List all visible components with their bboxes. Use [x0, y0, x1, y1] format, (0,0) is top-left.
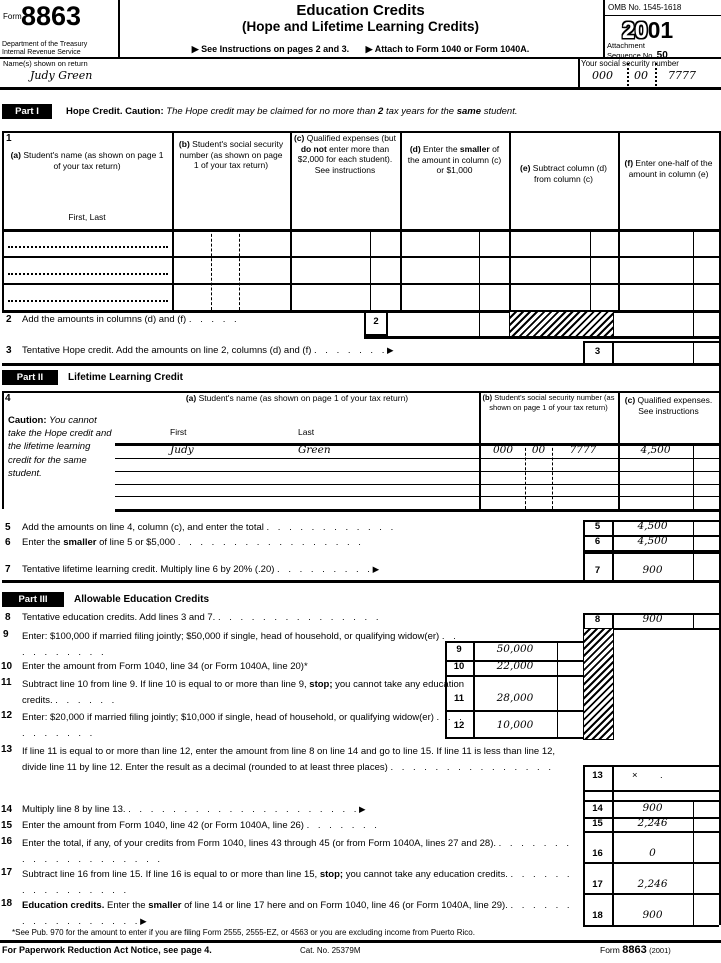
- row-expenses[interactable]: 4,500: [640, 444, 671, 456]
- dot-leader: . . . . . . . . .: [277, 564, 370, 575]
- line12-box-number: 12: [453, 720, 465, 731]
- line5-number: 5: [5, 522, 11, 533]
- student-name-field[interactable]: [8, 233, 168, 248]
- cents-divider: [693, 341, 694, 363]
- p2-col-c-tag: (c): [624, 395, 636, 405]
- line12-amount-field[interactable]: 10,000: [496, 719, 534, 731]
- line14-box-number: 14: [592, 803, 603, 814]
- grid-line: [583, 893, 719, 895]
- line6-text-bold: smaller: [63, 537, 97, 548]
- grid-line: [2, 131, 4, 310]
- col-e-tag: (e): [520, 163, 531, 173]
- grid-line: [115, 458, 719, 459]
- dot-leader: . . . . . . . . . . . . . . . . . . . . .: [128, 804, 357, 815]
- part1-caution-tax-years: tax years for the: [385, 106, 455, 117]
- col-c-head-bold: do not: [300, 143, 327, 154]
- p2-col-b-head: Student's social security number (as shown on page 1 of your tax return): [489, 393, 615, 412]
- catalog-number: Cat. No. 25379M: [300, 946, 361, 955]
- grid-line: [115, 471, 719, 472]
- line8-text: Tentative education credits. Add lines 3 and 7.: [22, 612, 216, 623]
- grid-line: [583, 341, 719, 343]
- line16-number: 16: [1, 836, 13, 847]
- row-ssn-2[interactable]: 00: [531, 444, 546, 456]
- line6-amount-field[interactable]: 4,500: [637, 535, 668, 547]
- student-name-field[interactable]: [8, 287, 168, 302]
- col-c-head-2: enter more than $2,000 for each student). See instructions: [297, 143, 393, 175]
- cents-divider: [693, 800, 694, 925]
- cents-divider: [479, 310, 480, 336]
- grid-line: [2, 283, 719, 285]
- part1-caution-student: student.: [483, 106, 518, 117]
- tax-year-outline: 20: [622, 17, 648, 43]
- line7-text: Tentative lifetime learning credit. Multiply line 6 by 20% (.20): [22, 564, 275, 575]
- line9-text: Enter: $100,000 if married filing jointly; $50,000 if single, head of household, or qualifying widow(er): [22, 631, 440, 642]
- dot-leader: . . . . . . . . . . . . . . . . .: [177, 537, 361, 548]
- part1-caution-same: same: [456, 106, 482, 117]
- line10-amount-field[interactable]: 22,000: [496, 660, 534, 672]
- line18-number: 18: [1, 898, 13, 909]
- cents-divider: [557, 641, 558, 737]
- line5-text: Add the amounts on line 4, column (c), and enter the total: [22, 522, 264, 533]
- line2-text: Add the amounts in columns (d) and (f): [22, 314, 187, 325]
- row-last-name[interactable]: Green: [298, 444, 331, 456]
- line2-number: 2: [6, 314, 12, 325]
- see-instructions-note: ▶ See Instructions on pages 2 and 3.: [191, 44, 350, 54]
- arrow-icon: ▶: [359, 804, 366, 814]
- grid-line: [0, 940, 721, 943]
- part1-heading: Hope Credit. Caution:: [66, 106, 164, 117]
- col-e-head: Subtract column (d) from column (c): [532, 163, 607, 184]
- dot-leader: . . . . . . . . . .: [22, 712, 462, 739]
- line6-number: 6: [5, 537, 11, 548]
- grid-line: [583, 765, 585, 925]
- line1-number: 1: [6, 133, 12, 144]
- ssn-dashed-divider: [211, 229, 212, 310]
- line16-amount-field[interactable]: 0: [649, 847, 656, 859]
- part2-heading: Lifetime Learning Credit: [68, 372, 184, 383]
- form-label: Form: [3, 12, 22, 21]
- line11-text-bold: stop;: [309, 679, 333, 690]
- row-first-name[interactable]: Judy: [170, 444, 194, 456]
- line9-amount-field[interactable]: 50,000: [496, 643, 534, 655]
- line8-number: 8: [5, 612, 11, 623]
- line11-number: 11: [1, 677, 12, 688]
- line16-text: Enter the total, if any, of your credits from Form 1040, lines 43 through 45 (or from Form 1040A, lines 27 and 28).: [22, 838, 496, 849]
- row-ssn-3[interactable]: 7777: [569, 444, 597, 456]
- line9-box-number: 9: [456, 644, 462, 655]
- part1-caution: The Hope credit may be claimed for no more than: [166, 106, 376, 117]
- line4-number: 4: [5, 393, 11, 404]
- col-d-head-bold: smaller: [459, 144, 490, 154]
- line7-amount-field[interactable]: 900: [642, 564, 663, 576]
- cents-divider: [693, 443, 694, 509]
- part2-badge: Part II: [2, 370, 58, 385]
- line14-amount-field[interactable]: 900: [642, 802, 663, 814]
- attach-note: ▶ Attach to Form 1040 or Form 1040A.: [365, 44, 530, 54]
- line18-text-bold1: Education credits.: [22, 900, 105, 911]
- grid-line: [115, 509, 719, 512]
- shaded-strip: [583, 628, 614, 740]
- line5-box-number: 5: [594, 521, 601, 532]
- part3-heading: Allowable Education Credits: [74, 594, 210, 605]
- line12-number: 12: [1, 710, 13, 721]
- line18-text: Enter the: [107, 900, 146, 911]
- dept-line2: Internal Revenue Service: [2, 49, 81, 56]
- line15-text: Enter the amount from Form 1040, line 42 (or Form 1040A, line 26): [22, 820, 304, 831]
- part2-caution-text: You cannot take the Hope credit and the lifetime learning credit for the same student.: [8, 415, 112, 479]
- line17-number: 17: [1, 867, 13, 878]
- col-f-tag: (f): [624, 158, 634, 168]
- footnote: *See Pub. 970 for the amount to enter if you are filing Form 2555, 2555-EZ, or 4563 or you are excluding income from Puerto Rico.: [12, 928, 475, 937]
- sequence-label: Sequence No.: [607, 51, 655, 60]
- name-label: Name(s) shown on return: [3, 59, 88, 68]
- p2-col-c-head: Qualified expenses. See instructions: [637, 395, 713, 416]
- line18-text-bold2: smaller: [148, 900, 182, 911]
- grid-line: [290, 131, 292, 310]
- cents-divider: [590, 229, 591, 310]
- grid-line: [583, 552, 719, 554]
- dot-leader: . . . . .: [188, 314, 237, 325]
- arrow-icon: ▶: [372, 564, 380, 574]
- line6-box-number: 6: [594, 536, 601, 547]
- line9-number: 9: [3, 629, 9, 640]
- col-c-tag: (c): [293, 133, 305, 143]
- cents-divider: [479, 229, 480, 310]
- line15-box-number: 15: [592, 818, 603, 829]
- grid-line: [2, 363, 719, 366]
- dot-leader: . . . . . . . . . . . .: [266, 522, 394, 533]
- grid-line: [509, 131, 511, 310]
- line10-text: Enter the amount from Form 1040, line 34 (or Form 1040A, line 20)*: [22, 661, 308, 672]
- grid-line: [583, 862, 719, 864]
- line17-text-2: you cannot take any education credits.: [345, 869, 508, 880]
- col-b-tag: (b): [178, 139, 190, 149]
- line15-amount-field[interactable]: 2,246: [637, 817, 668, 829]
- form-subtitle: (Hope and Lifetime Learning Credits): [241, 19, 480, 34]
- col-c-head: Qualified expenses (but: [306, 133, 397, 143]
- grid-line: [479, 391, 481, 509]
- grid-line: [583, 831, 719, 833]
- p2-col-a-head: Student's name (as shown on page 1 of your tax return): [198, 393, 409, 403]
- ssn-field-3[interactable]: 7777: [668, 69, 696, 82]
- arrow-icon: ▶: [386, 345, 394, 355]
- line13-number: 13: [1, 744, 13, 755]
- col-b-head: Student's social security number (as shown on page 1 of your tax return): [179, 139, 284, 171]
- cents-divider: [693, 520, 694, 580]
- grid-line: [603, 0, 605, 58]
- sequence-number: 50: [656, 50, 668, 61]
- grid-line: [0, 87, 721, 90]
- line11-amount-field[interactable]: 28,000: [496, 692, 534, 704]
- name-field[interactable]: Judy Green: [30, 69, 93, 82]
- line18-text-2: of line 14 or line 17 here and on Form 1040, line 46 (or Form 1040A, line 29).: [184, 900, 508, 911]
- col-a-tag: (a): [10, 150, 21, 160]
- cents-divider: [693, 613, 694, 628]
- first-label: First: [170, 427, 187, 437]
- line6-text: Enter the: [22, 537, 61, 548]
- line18-amount-field[interactable]: 900: [642, 909, 663, 921]
- line14-text: Multiply line 8 by line 13.: [22, 804, 126, 815]
- tax-year-solid: 01: [647, 17, 674, 43]
- line18-box-number: 18: [592, 910, 603, 921]
- grid-line: [115, 496, 719, 497]
- line3-text: Tentative Hope credit. Add the amounts on line 2, columns (d) and (f): [22, 345, 312, 356]
- line8-amount-field[interactable]: 900: [642, 613, 663, 625]
- grid-line: [2, 580, 721, 583]
- ssn-divider: [627, 63, 629, 86]
- ssn-field-2[interactable]: 00: [634, 69, 648, 82]
- grid-line: [2, 256, 719, 258]
- line7-number: 7: [5, 564, 11, 575]
- line7-box-number: 7: [594, 565, 601, 576]
- row-ssn-1[interactable]: 000: [492, 444, 514, 456]
- part2-caution-label: Caution:: [8, 415, 47, 426]
- dept-line1: Department of the Treasury: [2, 41, 88, 48]
- line10-box-number: 10: [453, 661, 465, 672]
- form-title: Education Credits: [296, 2, 425, 19]
- part3-badge: Part III: [2, 592, 64, 607]
- grid-line: [719, 131, 721, 925]
- grid-line: [115, 484, 719, 485]
- line12-text: Enter: $20,000 if married filing jointly; $10,000 if single, head of household, or qualifying widow(er): [22, 712, 434, 723]
- ssn-field-1[interactable]: 000: [592, 69, 613, 82]
- paperwork-notice: For Paperwork Reduction Act Notice, see page 4.: [2, 945, 212, 955]
- attachment-label: Attachment: [607, 41, 645, 50]
- ssn-label: Your social security number: [581, 59, 679, 68]
- last-label: Last: [298, 427, 315, 437]
- line17-box-number: 17: [592, 879, 603, 890]
- line17-text: Subtract line 16 from line 15. If line 16 is equal to or more than line 15,: [22, 869, 318, 880]
- form-number: 8863: [21, 1, 82, 31]
- p2-col-a-tag: (a): [185, 393, 197, 403]
- dot-leader: . . . . . . . . . . . . . . . . .: [22, 900, 570, 927]
- line2-box-number: 2: [373, 316, 379, 327]
- line17-amount-field[interactable]: 2,246: [637, 878, 668, 890]
- student-name-field[interactable]: [8, 260, 168, 275]
- line11-text-2: you cannot take any education credits.: [22, 679, 465, 706]
- grid-line: [583, 925, 719, 927]
- grid-line: [2, 391, 4, 509]
- line11-text: Subtract line 10 from line 9. If line 10 is equal to or more than line 9,: [22, 679, 307, 690]
- col-d-head-2: of the amount in column (c) or $1,000: [407, 144, 502, 176]
- dot-leader: . . . . . . . . . .: [22, 631, 456, 658]
- col-d-tag: (d): [409, 144, 421, 154]
- cents-divider: [370, 229, 371, 310]
- footer-form-year: (2001): [649, 946, 671, 955]
- line8-box-number: 8: [594, 614, 601, 625]
- grid-line: [400, 131, 402, 310]
- line17-text-bold: stop;: [319, 869, 344, 880]
- line13-decimal-point: .: [660, 770, 663, 781]
- grid-line: [583, 790, 719, 792]
- cents-divider: [693, 229, 694, 310]
- grid-line: [578, 57, 580, 88]
- ssn-dashed-divider: [239, 229, 240, 310]
- grid-line: [2, 229, 719, 232]
- col-d-head: Enter the: [423, 144, 458, 154]
- line3-number: 3: [6, 345, 12, 356]
- arrow-icon: ▶: [140, 915, 147, 926]
- part1-caution-2: 2: [378, 106, 384, 117]
- line11-box-number: 11: [453, 693, 465, 704]
- line13-box-number: 13: [592, 770, 603, 781]
- footer-form-label: Form: [600, 945, 620, 955]
- shaded-cell: [509, 311, 614, 337]
- part1-badge: Part I: [2, 104, 52, 119]
- dot-leader: . . . . . . . . . . . . . . .: [217, 612, 379, 623]
- col-a-head: Student's name (as shown on page 1 of your tax return): [23, 150, 164, 171]
- grid-line: [612, 341, 614, 363]
- ssn-divider: [655, 63, 657, 86]
- p2-col-b-tag: (b): [482, 393, 493, 402]
- line13-text: If line 11 is equal to or more than line 12, enter the amount from line 8 on line 14 and go to line 15. If line 11 is less than line 12, divide line 11 by line 12. Enter the result as a decimal (rounded to at least three places): [22, 746, 556, 773]
- line10-number: 10: [1, 661, 13, 672]
- cents-divider: [693, 310, 694, 336]
- line3-box-number: 3: [594, 346, 601, 357]
- line15-number: 15: [1, 820, 13, 831]
- omb-number: OMB No. 1545-1618: [608, 3, 682, 12]
- dot-leader: . . . . . . .: [306, 820, 377, 831]
- grid-line: [612, 765, 614, 925]
- col-a-sub: First, Last: [68, 212, 106, 222]
- grid-line: [172, 131, 174, 310]
- dot-leader: . . . . . . . . . . . . . . . .: [22, 869, 570, 896]
- line5-amount-field[interactable]: 4,500: [637, 520, 668, 532]
- dot-leader: . . . . . . .: [314, 345, 385, 356]
- dot-leader: . . . . . . . . . . . . . . . . . . . .: [22, 838, 569, 865]
- line13-times-sign: ×: [632, 770, 638, 781]
- col-f-head: Enter one-half of the amount in column (e): [628, 158, 713, 179]
- line6-text-2: of line 5 or $5,000: [99, 537, 176, 548]
- grid-line: [618, 131, 620, 310]
- dot-leader: . . . . . .: [55, 694, 115, 706]
- line14-number: 14: [1, 804, 13, 815]
- grid-line: [583, 765, 719, 767]
- footer-form-number: 8863: [622, 944, 647, 956]
- line16-box-number: 16: [592, 848, 603, 859]
- dot-leader: . . . . . . . . . . . . . . .: [390, 761, 551, 773]
- grid-line: [364, 336, 719, 339]
